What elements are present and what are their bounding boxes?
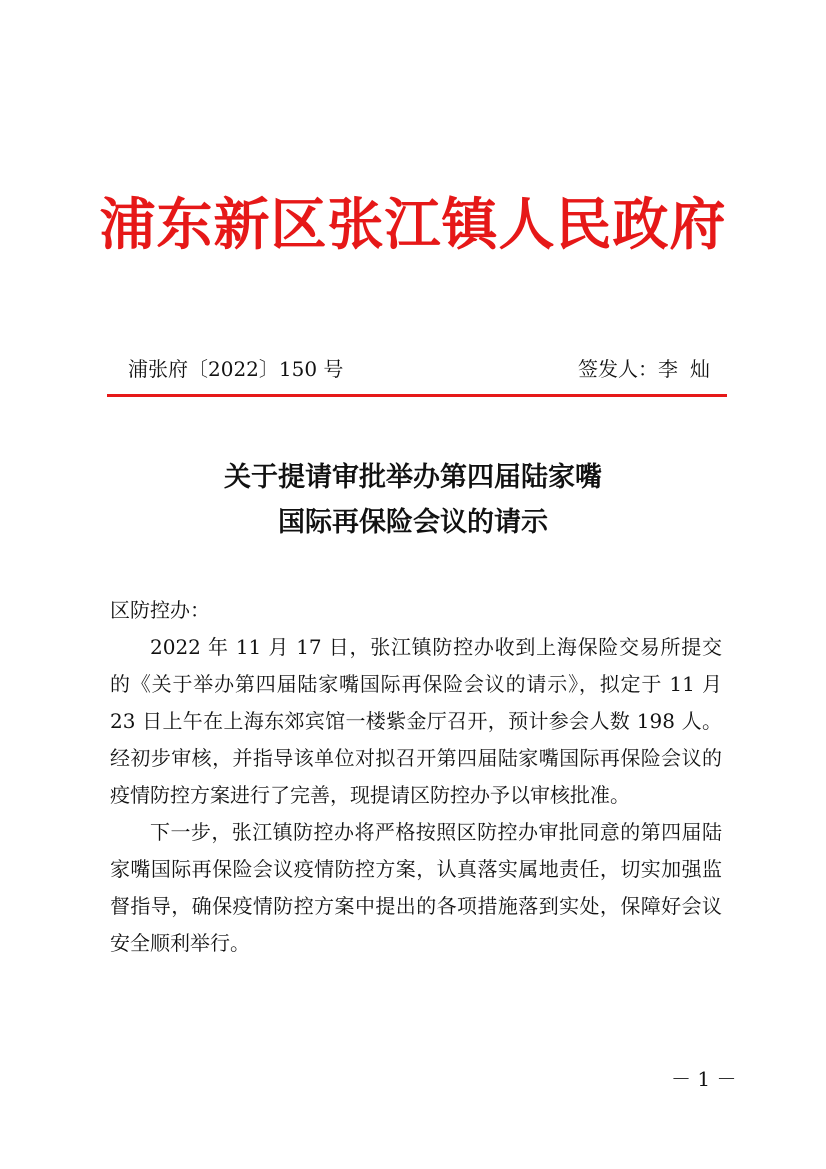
body-paragraph-2: 下一步，张江镇防控办将严格按照区防控办审批同意的第四届陆家嘴国际再保险会议疫情防控方案，认真落实属地责任，切实加强监督指导，确保疫情防控方案中提出的各项措施落到实处，保障好会议安全顺利举行。 — [110, 820, 722, 955]
document-number: 浦张府〔2022〕150 号 — [128, 357, 344, 381]
page-number: － 1 － — [671, 1067, 737, 1091]
document-title-line-1: 关于提请审批举办第四届陆家嘴 — [224, 462, 602, 493]
signer-name: 李灿 — [658, 357, 722, 381]
document-title — [0, 455, 826, 545]
salutation: 区防控办： — [110, 598, 210, 622]
document-body — [110, 592, 722, 962]
body-paragraph-1: 2022 年 11 月 17 日，张江镇防控办收到上海保险交易所提交的《关于举办第四届陆家嘴国际再保险会议的请示》，拟定于 11 月 23 日上午在上海东郊宾馆一楼紫金厅召开，预计参会人数 198 人。经初步审核，并指导该单位对拟召开第四届陆家嘴国际再保险会议的疫情防控方案进行了完善，现提请区防控办予以审核批准。 — [110, 635, 722, 807]
signer-label: 签发人： — [578, 357, 658, 381]
red-divider-line — [107, 394, 727, 397]
issuing-organization-title: 浦东新区张江镇人民政府 — [99, 192, 727, 258]
document-title-line-2: 国际再保险会议的请示 — [278, 507, 548, 538]
signer-block — [578, 355, 722, 383]
